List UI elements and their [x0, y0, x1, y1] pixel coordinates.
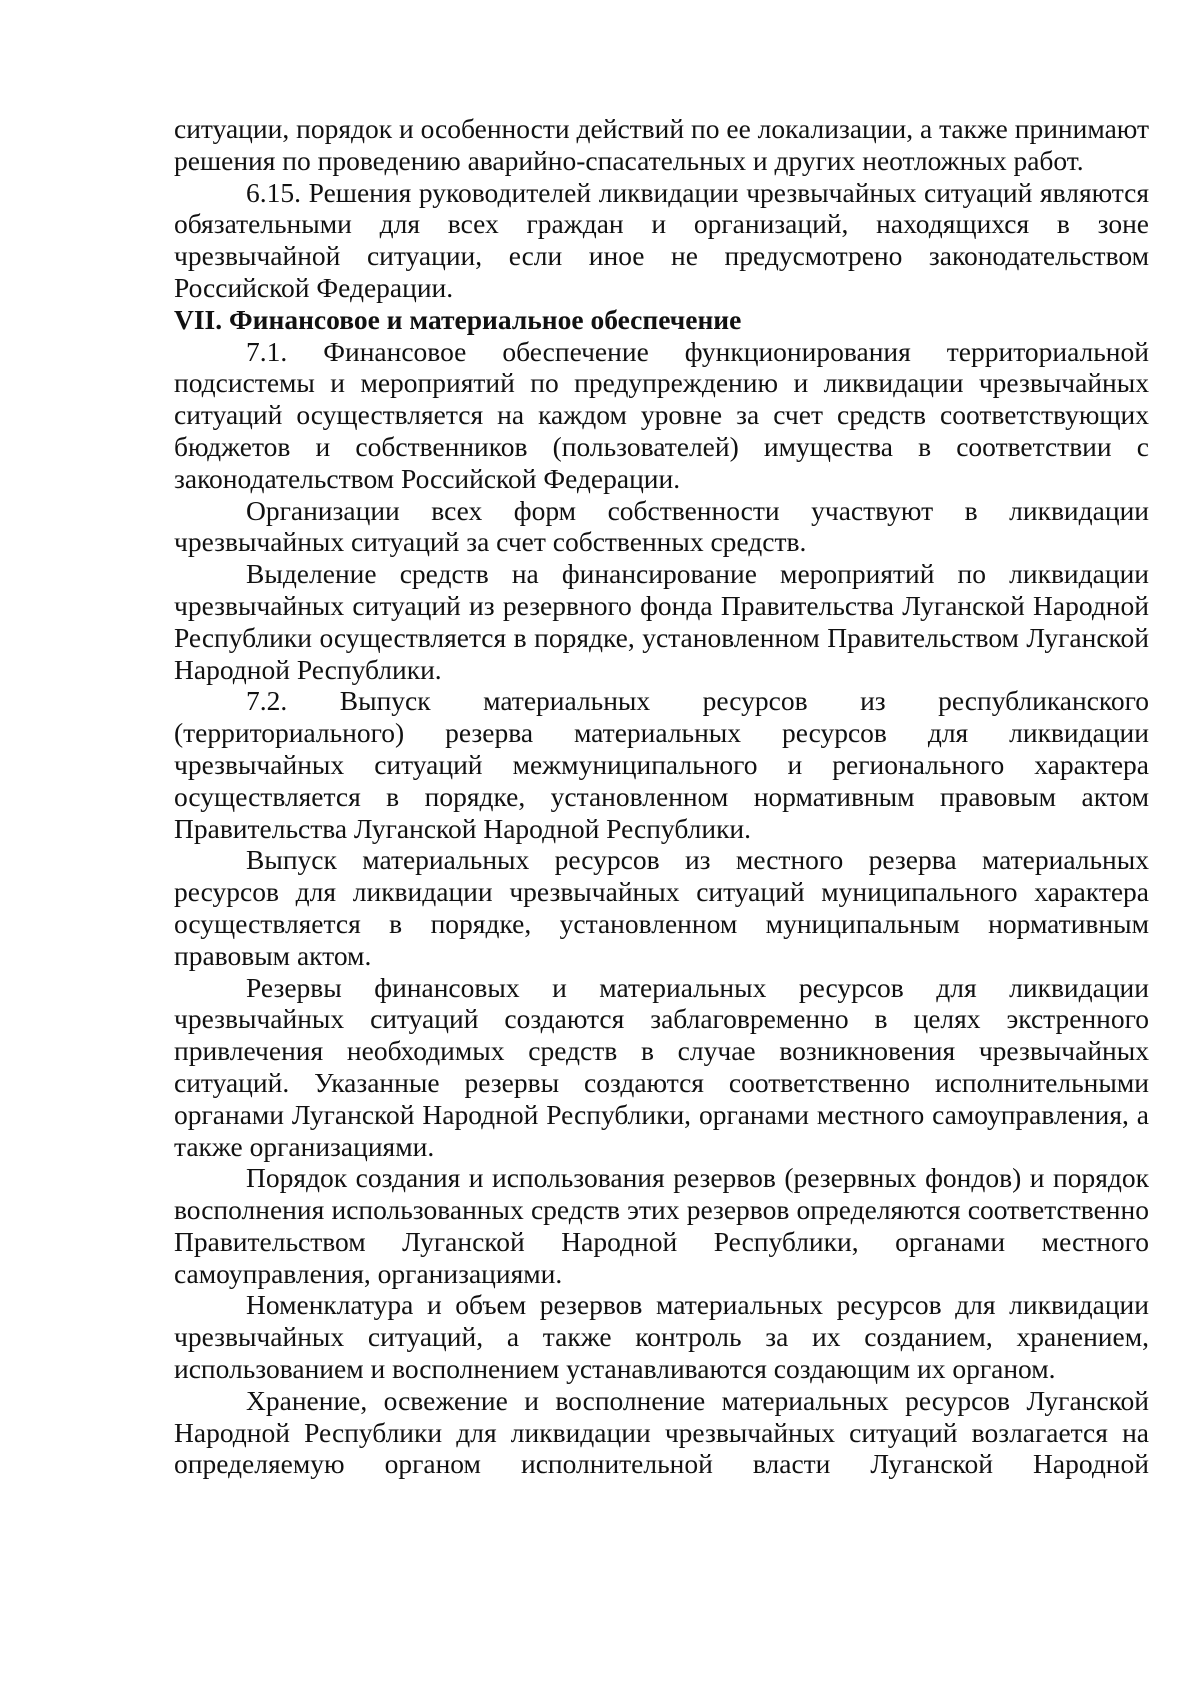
paragraph: ситуации, порядок и особенности действий по ее локализации, а также принимают решения по проведению аварийно-спасательных и других неотложных работ.: [174, 113, 1149, 176]
paragraph: Резервы финансовых и материальных ресурсов для ликвидации чрезвычайных ситуаций создаются заблаговременно в целях экстренного привлечения необходимых средств в случае возникновения чрезвычайных ситуаций. Указанные резервы создаются соответственно исполнительными органами Луганской Народной Республики, органами местного самоуправления, а также организациями.: [174, 971, 1149, 1162]
paragraph: Выпуск материальных ресурсов из местного резерва материальных ресурсов для ликвидации чрезвычайных ситуаций муниципального характера осуществляется в порядке, установленном муниципальным нормативным правовым актом.: [174, 844, 1149, 971]
section-heading: VII. Финансовое и материальное обеспечение: [174, 303, 742, 335]
paragraph: Организации всех форм собственности участвуют в ликвидации чрезвычайных ситуаций за счет собственных средств.: [174, 494, 1149, 558]
paragraph: Выделение средств на финансирование мероприятий по ликвидации чрезвычайных ситуаций из резервного фонда Правительства Луганской Народной Республики осуществляется в порядке, установленном Правительством Луганской Народной Республики.: [174, 558, 1149, 685]
paragraph: Порядок создания и использования резервов (резервных фондов) и порядок восполнения использованных средств этих резервов определяются соответственно Правительством Луганской Народной Республики, органами местного самоуправления, организациями.: [174, 1162, 1149, 1289]
paragraph-continued: Хранение, освежение и восполнение материальных ресурсов Луганской Народной Республики для ликвидации чрезвычайных ситуаций возлагается на определяемую органом исполнительной власти Луганской Народной: [174, 1384, 1149, 1480]
document-page: [174, 113, 1149, 1480]
paragraph-6-15: 6.15. Решения руководителей ликвидации чрезвычайных ситуаций являются обязательными для всех граждан и организаций, находящихся в зоне чрезвычайной ситуации, если иное не предусмотрено законодательством Российской Федерации.: [174, 176, 1149, 303]
paragraph: Номенклатура и объем резервов материальных ресурсов для ликвидации чрезвычайных ситуаций, а также контроль за их созданием, хранением, использованием и восполнением устанавливаются создающим их органом.: [174, 1289, 1149, 1385]
paragraph-7-1: 7.1. Финансовое обеспечение функционирования территориальной подсистемы и мероприятий по предупреждению и ликвидации чрезвычайных ситуаций осуществляется на каждом уровне за счет средств соответствующих бюджетов и собственников (пользователей) имущества в соответствии с законодательством Российской Федерации.: [174, 335, 1149, 494]
paragraph-7-2: 7.2. Выпуск материальных ресурсов из республиканского (территориального) резерва материальных ресурсов для ликвидации чрезвычайных ситуаций межмуниципального и регионального характера осуществляется в порядке, установленном нормативным правовым актом Правительства Луганской Народной Республики.: [174, 685, 1149, 844]
